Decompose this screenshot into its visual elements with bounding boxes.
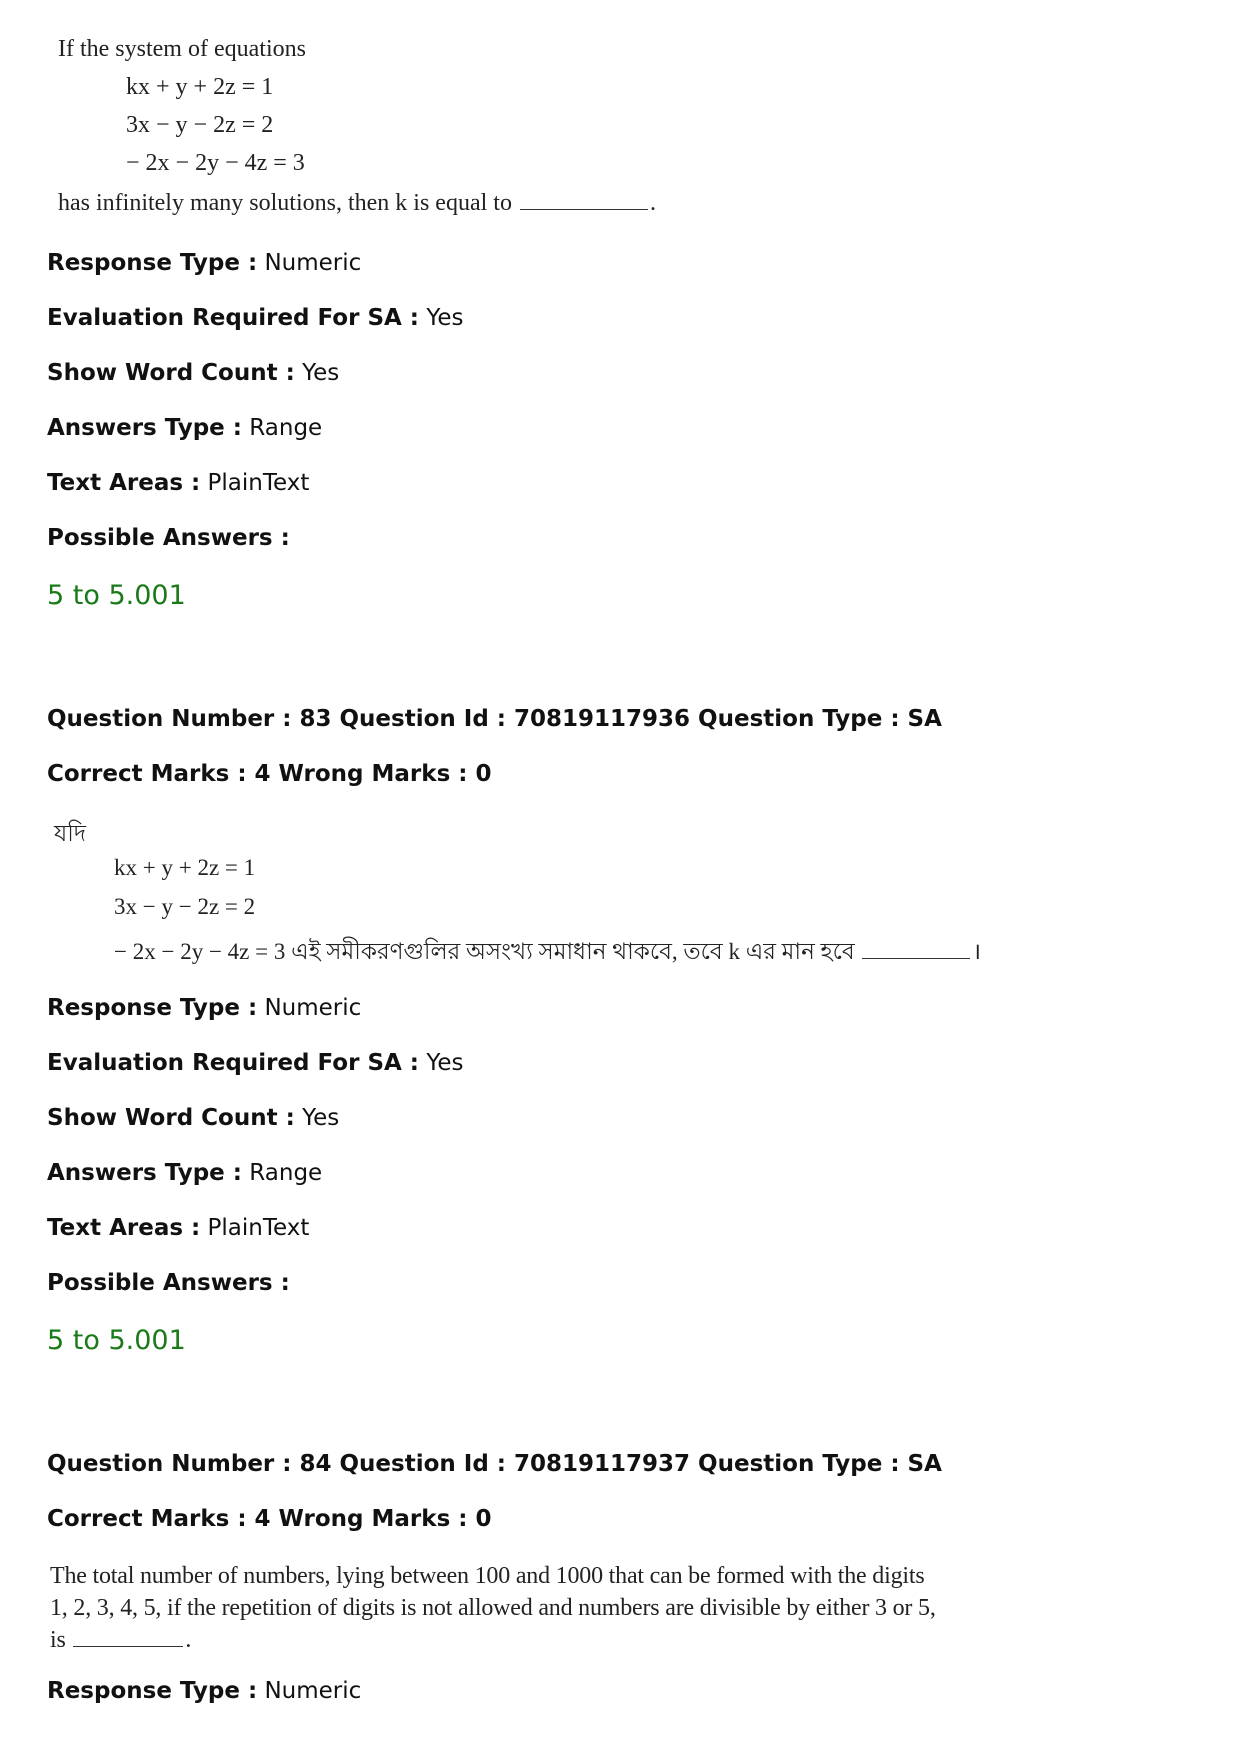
- meta-value: PlainText: [200, 1215, 310, 1241]
- meta-key: Text Areas :: [47, 1215, 201, 1241]
- stem-line-3: [50, 1627, 191, 1654]
- stem-line-1: The total number of numbers, lying between 100 and 1000 that can be formed with the digits: [50, 1563, 925, 1589]
- meta-value: Numeric: [257, 250, 362, 276]
- meta-value: Numeric: [257, 995, 362, 1021]
- meta-key: Show Word Count :: [47, 1105, 295, 1131]
- meta-value: Range: [241, 1160, 323, 1186]
- show-word-count-row: [47, 360, 339, 386]
- meta-key: Answers Type :: [47, 415, 242, 441]
- stem-line-2: 1, 2, 3, 4, 5, if the repetition of digits is not allowed and numbers are divisible by either 3 or 5,: [50, 1595, 936, 1621]
- equation-3: − 2x − 2y − 4z = 3: [114, 939, 286, 964]
- equation-2: 3x − y − 2z = 2: [126, 112, 274, 138]
- meta-value: Numeric: [257, 1678, 362, 1704]
- equation-2: 3x − y − 2z = 2: [114, 894, 256, 919]
- show-word-count-row: [47, 1105, 339, 1131]
- evaluation-required-row: [47, 1050, 463, 1076]
- stem-line-3-text: is: [50, 1627, 66, 1653]
- stem-end: ।: [972, 939, 982, 964]
- meta-value: PlainText: [200, 470, 310, 496]
- meta-key: Evaluation Required For SA :: [47, 305, 420, 331]
- question-stem-image: [58, 30, 818, 230]
- meta-key: Response Type :: [47, 250, 258, 276]
- question-stem-image: [50, 1563, 970, 1663]
- answers-type-row: [47, 1160, 322, 1186]
- evaluation-required-row: [47, 305, 463, 331]
- stem-outro: [58, 190, 656, 217]
- equation-1: kx + y + 2z = 1: [126, 74, 274, 100]
- question-header: Question Number : 84 Question Id : 70819117937 Question Type : SA: [47, 1451, 942, 1477]
- stem-outro-text: এই সমীকরণগুলির অসংখ্য সমাধান থাকবে, তবে k এর মান হবে: [291, 939, 855, 964]
- answer-blank: [862, 957, 970, 959]
- answers-type-row: [47, 415, 322, 441]
- question-marks: Correct Marks : 4 Wrong Marks : 0: [47, 1506, 492, 1532]
- meta-key: Show Word Count :: [47, 360, 295, 386]
- possible-answer-value: 5 to 5.001: [47, 580, 186, 611]
- equation-1: kx + y + 2z = 1: [114, 855, 256, 880]
- meta-key: Answers Type :: [47, 1160, 242, 1186]
- equation-3-with-text: [114, 933, 981, 972]
- answer-blank: [73, 1645, 183, 1647]
- question-stem-image: [54, 815, 982, 975]
- equation-3: − 2x − 2y − 4z = 3: [126, 150, 305, 176]
- meta-key: Text Areas :: [47, 470, 201, 496]
- text-areas-row: [47, 470, 309, 496]
- meta-key: Response Type :: [47, 995, 258, 1021]
- possible-answer-value: 5 to 5.001: [47, 1325, 186, 1356]
- response-type-row: [47, 250, 361, 276]
- meta-value: Yes: [419, 1050, 464, 1076]
- meta-key: Possible Answers :: [47, 525, 290, 551]
- text-areas-row: [47, 1215, 309, 1241]
- stem-end: .: [185, 1627, 192, 1653]
- stem-end: .: [649, 190, 656, 216]
- stem-intro: If the system of equations: [58, 36, 306, 62]
- stem-intro: যদি: [54, 821, 86, 846]
- possible-answers-row: [47, 1270, 290, 1296]
- meta-key: Evaluation Required For SA :: [47, 1050, 420, 1076]
- meta-value: Yes: [294, 360, 340, 386]
- meta-value: Range: [241, 415, 323, 441]
- question-header: Question Number : 83 Question Id : 70819117936 Question Type : SA: [47, 706, 942, 732]
- meta-key: Response Type :: [47, 1678, 258, 1704]
- meta-value: Yes: [294, 1105, 340, 1131]
- stem-outro-text: has infinitely many solutions, then k is equal to: [58, 190, 512, 216]
- meta-key: Possible Answers :: [47, 1270, 290, 1296]
- response-type-row: [47, 1678, 361, 1704]
- possible-answers-row: [47, 525, 290, 551]
- response-type-row: [47, 995, 361, 1021]
- meta-value: Yes: [419, 305, 464, 331]
- answer-blank: [520, 208, 648, 210]
- question-marks: Correct Marks : 4 Wrong Marks : 0: [47, 761, 492, 787]
